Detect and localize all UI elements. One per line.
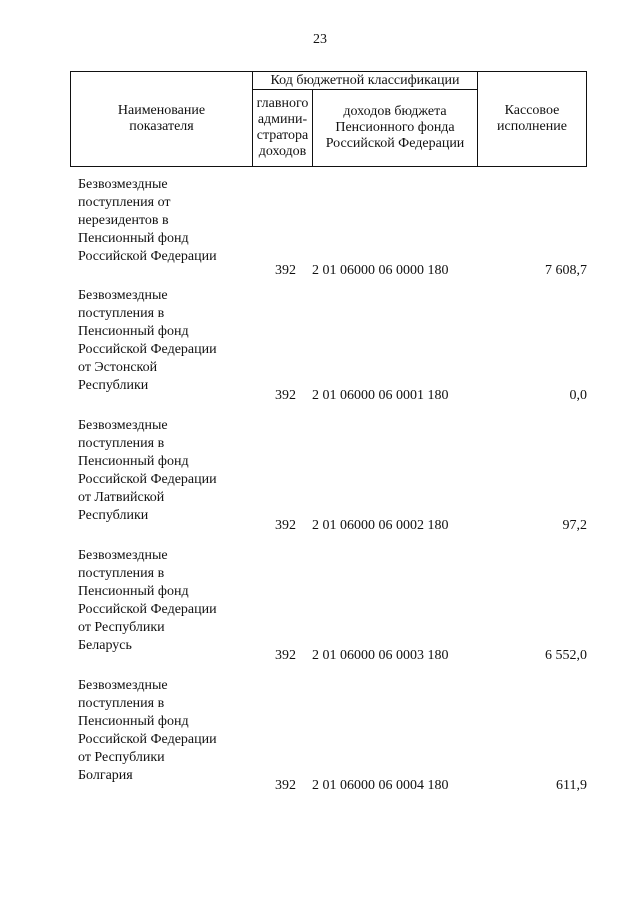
table-row (0, 677, 640, 801)
table-row (0, 417, 640, 541)
header-cash-column: Кассовое исполнение (478, 72, 587, 167)
page-number: 23 (313, 32, 327, 47)
row-budget-code: 2 01 06000 06 0000 180 (312, 263, 449, 278)
row-name: Безвозмездные поступления в Пенсионный фонд Российской Федерации от Республики Болгария (78, 678, 217, 783)
row-budget-code: 2 01 06000 06 0004 180 (312, 778, 449, 793)
table-row (0, 547, 640, 671)
row-amount: 0,0 (569, 388, 587, 403)
row-admin-code: 392 (275, 263, 296, 278)
table-header (70, 71, 587, 167)
row-admin-code: 392 (275, 648, 296, 663)
row-budget-code: 2 01 06000 06 0003 180 (312, 648, 449, 663)
table-row (0, 176, 640, 286)
row-amount: 7 608,7 (545, 263, 587, 278)
row-name: Безвозмездные поступления в Пенсионный фонд Российской Федерации от Эстонской Республики (78, 288, 217, 393)
row-amount: 6 552,0 (545, 648, 587, 663)
row-name: Безвозмездные поступления в Пенсионный фонд Российской Федерации от Республики Беларусь (78, 548, 217, 653)
header-admin-column: главного админи- стратора доходов (253, 90, 313, 167)
row-name: Безвозмездные поступления от нерезидентов в Пенсионный фонд Российской Федерации (78, 177, 217, 264)
row-name: Безвозмездные поступления в Пенсионный фонд Российской Федерации от Латвийской Республики (78, 418, 217, 523)
row-admin-code: 392 (275, 518, 296, 533)
row-amount: 611,9 (556, 778, 587, 793)
row-amount: 97,2 (562, 518, 587, 533)
row-budget-code: 2 01 06000 06 0002 180 (312, 518, 449, 533)
row-budget-code: 2 01 06000 06 0001 180 (312, 388, 449, 403)
header-code-group: Код бюджетной классификации (253, 72, 478, 90)
row-admin-code: 392 (275, 778, 296, 793)
row-admin-code: 392 (275, 388, 296, 403)
table-row (0, 287, 640, 411)
header-name-column: Наименование показателя (71, 72, 253, 167)
header-income-column: доходов бюджета Пенсионного фонда Российской Федерации (313, 90, 478, 167)
